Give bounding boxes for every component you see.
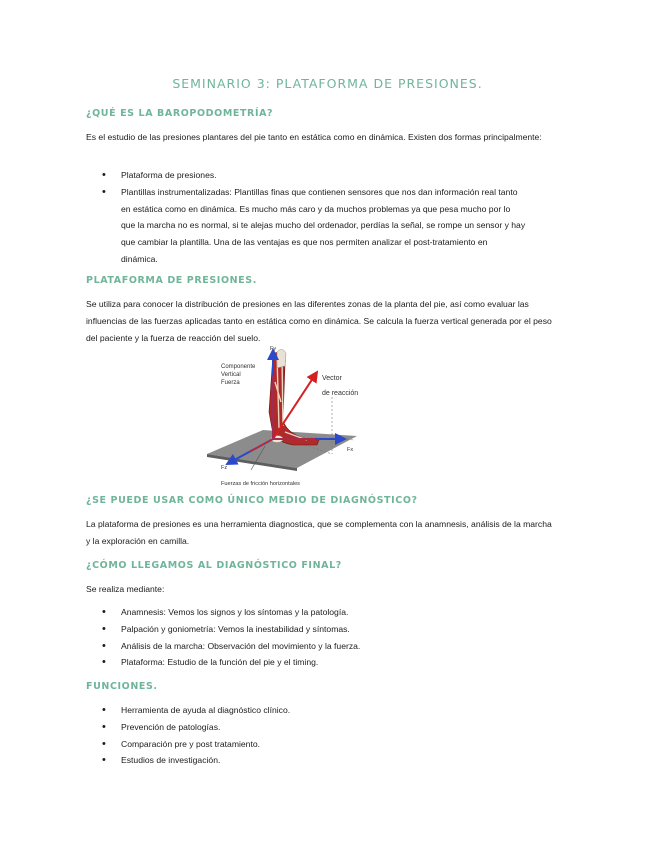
list-funciones — [86, 702, 526, 769]
heading-funciones: FUNCIONES. — [86, 681, 158, 692]
heading-baropodometria: ¿QUÉ ES LA BAROPODOMETRÍA? — [86, 108, 274, 119]
list-item: • Plataforma de presiones. — [86, 167, 526, 184]
list-item: • Plantillas instrumentalizadas: Plantillas finas que contienen sensores que nos dan información real tanto en estática como en dinámica. Es mucho más caro y da muchos problemas ya que pesa mucho por lo que la marcha no es normal, si te alejas mucho del ordenador, perdías la señal, se rompe un sensor y hay que cambiar la plantilla. Una de las ventajas es que nos permiten analizar el post-tratamiento en dinámica. — [86, 184, 526, 268]
paragraph-baropodometria: Es el estudio de las presiones plantares del pie tanto en estática como en dinámica. Existen dos formas principalmente: — [86, 132, 542, 142]
list-item: • Estudios de investigación. — [86, 752, 526, 769]
page-title: SEMINARIO 3: PLATAFORMA DE PRESIONES. — [172, 76, 483, 91]
label-friction: Fuerzas de fricción horizontales — [221, 481, 300, 487]
label-vertical-2: Vertical — [221, 372, 241, 378]
label-vertical-3: Fuerza — [221, 380, 240, 386]
heading-diagnostico-final: ¿CÓMO LLEGAMOS AL DIAGNÓSTICO FINAL? — [86, 560, 342, 571]
list-item: • Análisis de la marcha: Observación del movimiento y la fuerza. — [86, 638, 526, 655]
label-fy: Fy — [270, 346, 277, 352]
paragraph-unico-medio: La plataforma de presiones es una herramienta diagnostica, que se complementa con la anamnesis, análisis de la marcha y la exploración en camilla. — [86, 519, 552, 546]
label-fx: Fx — [347, 447, 354, 453]
force-diagram — [207, 342, 379, 492]
label-vector-2: de reacción — [322, 390, 359, 397]
label-vector-1: Vector — [322, 375, 342, 382]
list-item: • Anamnesis: Vemos los signos y los síntomas y la patología. — [86, 604, 526, 621]
list-item: • Prevención de patologías. — [86, 719, 526, 736]
label-vertical-1: Componente — [221, 364, 256, 370]
list-diagnostico — [86, 604, 526, 671]
paragraph-plataforma: Se utiliza para conocer la distribución de presiones en las diferentes zonas de la planta del pie, así como evaluar las influencias de las fuerzas aplicadas tanto en estática como en dinámica. Se calcula la fuerza vertical generada por el peso del paciente y la fuerza de reacción del suelo. — [86, 299, 552, 343]
list-methods — [86, 167, 526, 268]
paragraph-se-realiza: Se realiza mediante: — [86, 584, 165, 594]
label-fz: Fz — [221, 465, 228, 471]
list-item: • Herramienta de ayuda al diagnóstico clínico. — [86, 702, 526, 719]
leg-skeleton-icon — [269, 350, 319, 445]
list-item: • Palpación y goniometría: Vemos la inestabilidad y síntomas. — [86, 621, 526, 638]
heading-plataforma: PLATAFORMA DE PRESIONES. — [86, 275, 257, 286]
list-item: • Comparación pre y post tratamiento. — [86, 736, 526, 753]
heading-unico-medio: ¿SE PUEDE USAR COMO ÚNICO MEDIO DE DIAGNÓSTICO? — [86, 495, 418, 506]
list-item: • Plataforma: Estudio de la función del pie y el timing. — [86, 654, 526, 671]
